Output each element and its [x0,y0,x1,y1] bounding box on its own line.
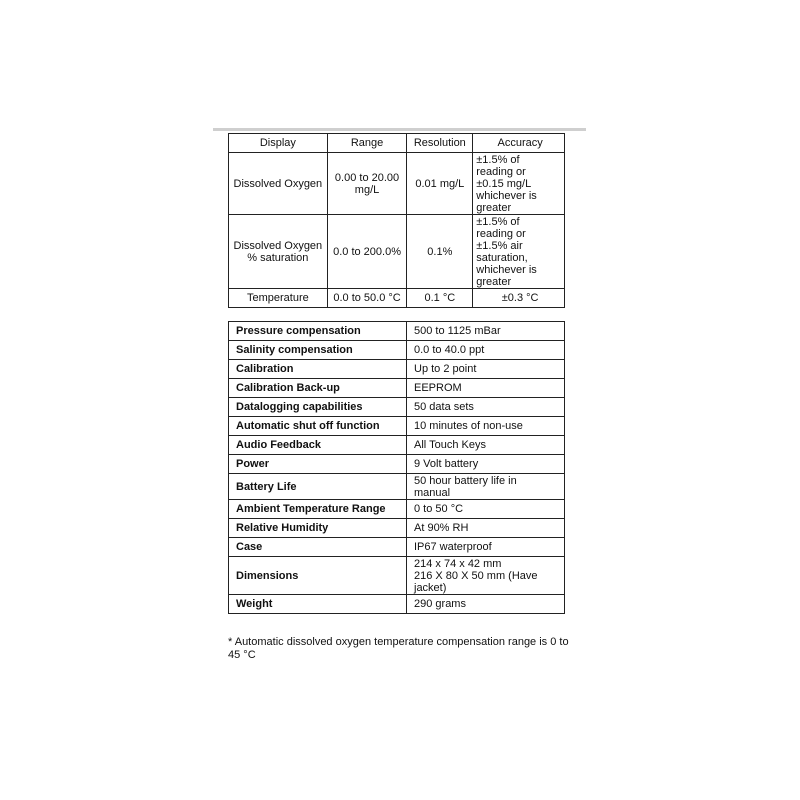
table-row [229,341,565,360]
cell-accuracy: ±0.3 °C [473,289,565,308]
feature-value: At 90% RH [407,519,565,538]
features-table [228,321,565,614]
table-row [229,519,565,538]
header-resolution: Resolution [407,134,473,153]
table-row [229,436,565,455]
feature-label: Weight [229,595,407,614]
feature-value: All Touch Keys [407,436,565,455]
header-accuracy: Accuracy [473,134,565,153]
cell-accuracy: ±1.5% of reading or ±0.15 mg/L whichever is greater [476,153,537,214]
header-range: Range [327,134,407,153]
feature-label: Power [229,455,407,474]
feature-label: Battery Life [229,474,407,500]
feature-label: Pressure compensation [229,322,407,341]
table-row [229,417,565,436]
table-row [229,557,565,595]
table-row [229,474,565,500]
table-row [229,360,565,379]
feature-label: Ambient Temperature Range [229,500,407,519]
table-row [229,153,565,215]
table-row [229,322,565,341]
feature-value: 500 to 1125 mBar [407,322,565,341]
feature-value: 0 to 50 °C [407,500,565,519]
feature-label: Datalogging capabilities [229,398,407,417]
feature-label: Audio Feedback [229,436,407,455]
table-row [229,398,565,417]
cell-resolution: 0.1% [407,215,473,289]
feature-label: Relative Humidity [229,519,407,538]
cell-range: 0.00 to 20.00 mg/L [334,171,400,196]
footnote: * Automatic dissolved oxygen temperature compensation range is 0 to 45 °C [228,636,569,661]
measurement-specs-table [228,133,565,308]
table-row [229,379,565,398]
table-row [229,500,565,519]
cell-display: Dissolved Oxygen % saturation [233,239,323,264]
feature-value: 9 Volt battery [407,455,565,474]
top-rule [213,128,586,131]
feature-label: Automatic shut off function [229,417,407,436]
cell-display: Dissolved Oxygen [229,153,328,215]
cell-range: 0.0 to 50.0 °C [327,289,407,308]
table-header-row [229,134,565,153]
cell-accuracy: ±1.5% of reading or ±1.5% air saturation, whichever is greater [476,215,537,288]
table-row [229,455,565,474]
feature-value: EEPROM [407,379,565,398]
feature-label: Dimensions [229,557,407,595]
table-row [229,538,565,557]
feature-value: 0.0 to 40.0 ppt [407,341,565,360]
table-row [229,215,565,289]
feature-value: 214 x 74 x 42 mm 216 X 80 X 50 mm (Have jacket) [407,557,565,595]
cell-display: Temperature [229,289,328,308]
feature-label: Calibration [229,360,407,379]
feature-value: 290 grams [407,595,565,614]
feature-value: 10 minutes of non-use [407,417,565,436]
feature-value: 50 data sets [407,398,565,417]
cell-resolution: 0.01 mg/L [407,153,473,215]
cell-range: 0.0 to 200.0% [327,215,407,289]
table-row [229,289,565,308]
feature-label: Salinity compensation [229,341,407,360]
feature-label: Case [229,538,407,557]
feature-value: Up to 2 point [407,360,565,379]
cell-resolution: 0.1 °C [407,289,473,308]
feature-label: Calibration Back-up [229,379,407,398]
table-row [229,595,565,614]
header-display: Display [229,134,328,153]
feature-value: IP67 waterproof [407,538,565,557]
feature-value: 50 hour battery life in manual [407,474,565,500]
